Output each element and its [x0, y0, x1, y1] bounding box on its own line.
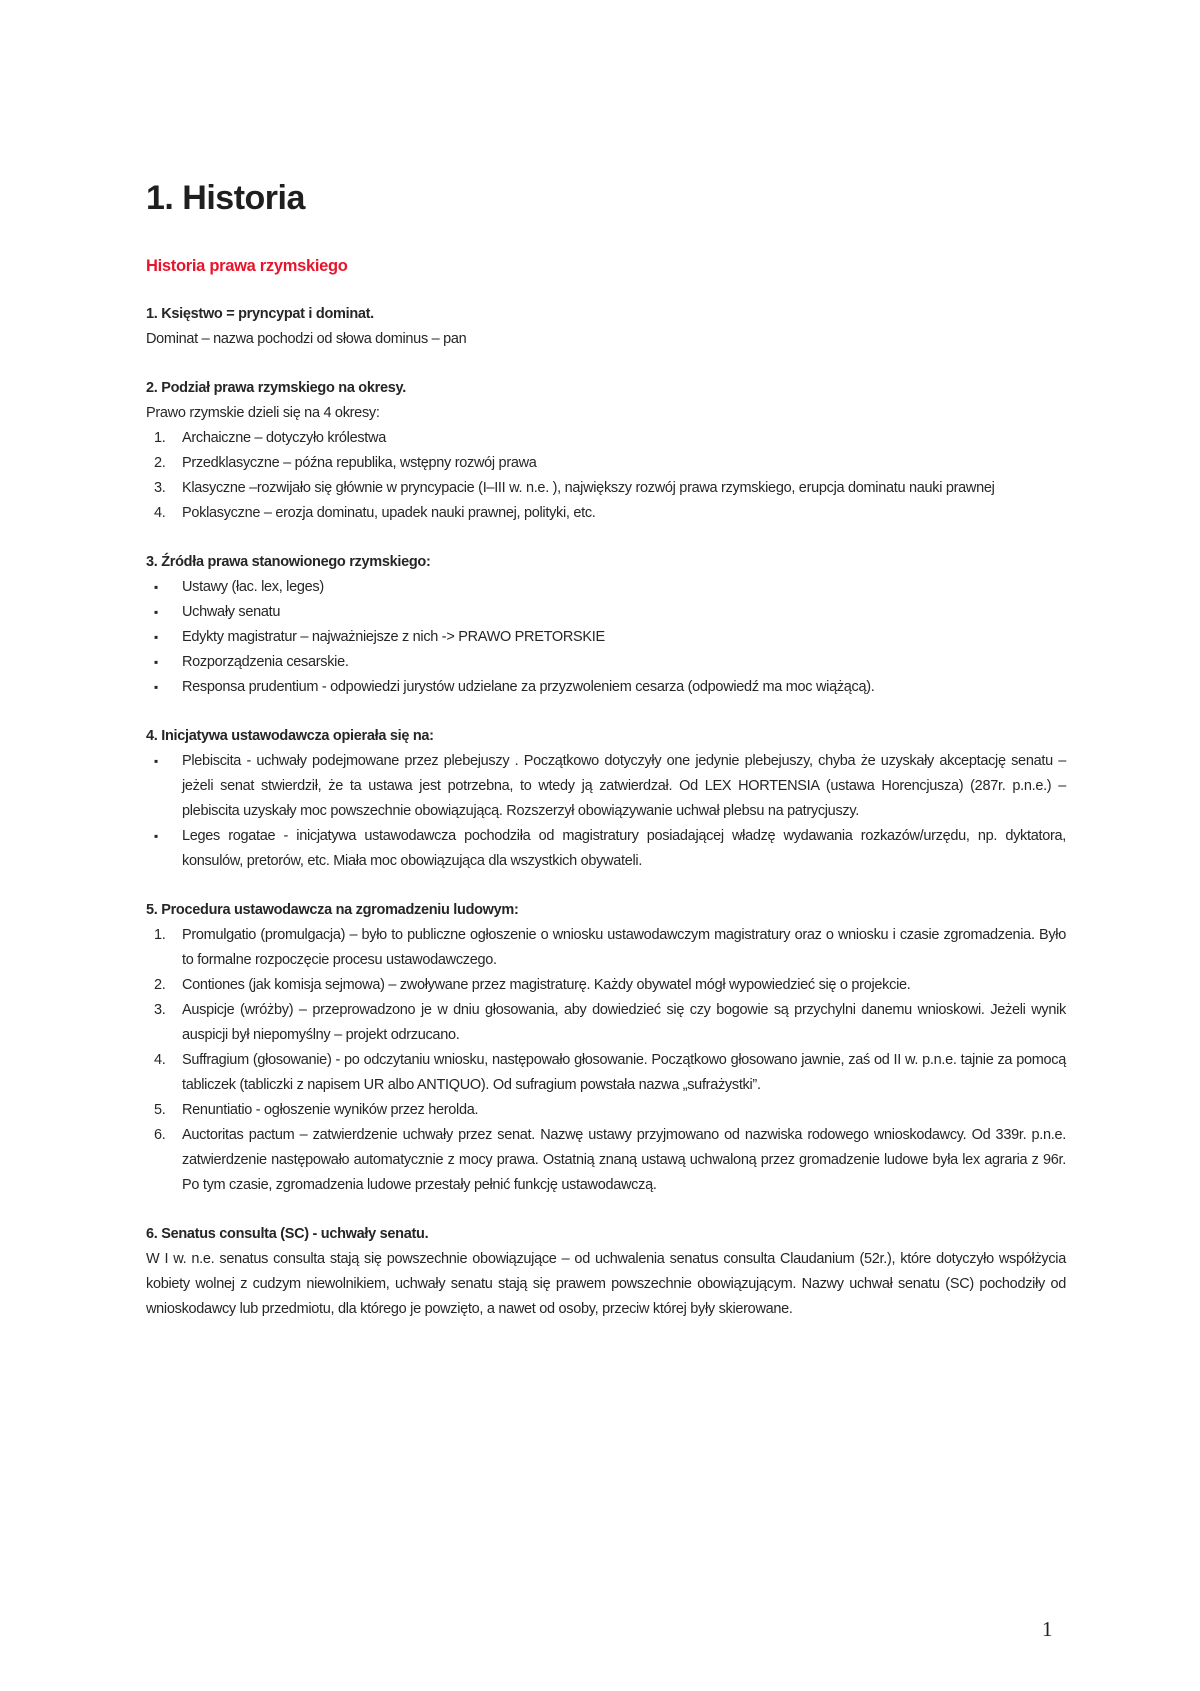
list-item-text: Uchwały senatu — [182, 604, 281, 620]
list-number: 3. — [154, 480, 166, 496]
list-item — [146, 575, 1066, 600]
list-item — [146, 451, 1066, 476]
list-item-text: Auspicje (wróżby) – przeprowadzono je w dniu głosowania, aby dowiedzieć się czy bogowie są przychylni danemu wnioskowi. Jeżeli wynik auspicji był niepomyślny – projekt odrzucano. — [182, 1002, 1066, 1043]
section-2 — [146, 376, 1066, 526]
list-item — [146, 1098, 1066, 1123]
section-6 — [146, 1222, 1066, 1322]
section-heading: 1. Księstwo = pryncypat i dominat. — [146, 306, 374, 322]
bullet-icon: ▪ — [154, 754, 158, 768]
list-item — [146, 998, 1066, 1048]
list-item-text: Przedklasyczne – późna republika, wstępny rozwój prawa — [182, 455, 537, 471]
list-item-text: Klasyczne –rozwijało się głównie w pryncypacie (I–III w. n.e. ), największy rozwój prawa rzymskiego, erupcja dominatu nauki prawnej — [182, 480, 995, 496]
list-item — [146, 1123, 1066, 1198]
section-text: Dominat – nazwa pochodzi od słowa dominus – pan — [146, 331, 467, 347]
list-number: 1. — [154, 430, 166, 446]
list-item — [146, 824, 1066, 874]
list-item — [146, 973, 1066, 998]
list-number: 2. — [154, 455, 166, 471]
list-item-text: Promulgatio (promulgacja) – było to publiczne ogłoszenie o wniosku ustawodawczym magistratury oraz o wniosku i czasie zgromadzenia. Było to formalne rozpoczęcie procesu ustawodawczego. — [182, 927, 1066, 968]
list-item — [146, 476, 1066, 501]
document-content — [146, 172, 1066, 1322]
bullet-icon: ▪ — [154, 655, 158, 669]
section-heading: 2. Podział prawa rzymskiego na okresy. — [146, 380, 406, 396]
list-number: 3. — [154, 1002, 166, 1018]
list-item — [146, 1048, 1066, 1098]
list-item — [146, 600, 1066, 625]
list-item-text: Leges rogatae - inicjatywa ustawodawcza pochodziła od magistratury posiadającej władzę wydawania rozkazów/urzędu, np. dyktatora, konsulów, pretorów, etc. Miała moc obowiązująca dla wszystkich obywateli. — [182, 828, 1066, 869]
list-item-text: Renuntiatio - ogłoszenie wyników przez herolda. — [182, 1102, 479, 1118]
list-number: 4. — [154, 505, 166, 521]
list-item — [146, 923, 1066, 973]
list-item-text: Poklasyczne – erozja dominatu, upadek nauki prawnej, polityki, etc. — [182, 505, 596, 521]
bullet-icon: ▪ — [154, 630, 158, 644]
list-item-text: Archaiczne – dotyczyło królestwa — [182, 430, 386, 446]
numbered-list — [146, 923, 1066, 1198]
section-heading: 3. Źródła prawa stanowionego rzymskiego: — [146, 554, 431, 570]
section-3 — [146, 550, 1066, 700]
list-item-text: Contiones (jak komisja sejmowa) – zwoływane przez magistraturę. Każdy obywatel mógł wypowiedzieć się o projekcie. — [182, 977, 911, 993]
list-number: 1. — [154, 927, 166, 943]
list-item-text: Auctoritas pactum – zatwierdzenie uchwały przez senat. Nazwę ustawy przyjmowano od nazwiska rodowego wnioskodawcy. Od 339r. p.n.e. zatwierdzenie następowało automatycznie z mocy prawa. Ostatnią znaną ustawą uchwaloną przez gromadzenie ludowe była lex agraria z 96r. Po tym czasie, zgromadzenia ludowe przestały pełnić funkcję ustawodawczą. — [182, 1127, 1066, 1193]
bullet-icon: ▪ — [154, 680, 158, 694]
section-text: Prawo rzymskie dzieli się na 4 okresy: — [146, 405, 380, 421]
section-4 — [146, 724, 1066, 874]
section-text: W I w. n.e. senatus consulta stają się powszechnie obowiązujące – od uchwalenia senatus consulta Claudanium (52r.), które dotyczyło współżycia kobiety wolnej z cudzym niewolnikiem, uchwały senatu stają się prawem powszechnie obowiązującym. Nazwy uchwał senatu (SC) pochodziły od wnioskodawcy lub przedmiotu, dla którego je powzięto, a nawet od osoby, przeciw której były skierowane. — [146, 1251, 1066, 1317]
list-item — [146, 749, 1066, 824]
bullet-list — [146, 575, 1066, 700]
section-1 — [146, 302, 1066, 352]
list-number: 4. — [154, 1052, 166, 1068]
list-item-text: Ustawy (łac. lex, leges) — [182, 579, 324, 595]
page-number: 1 — [1042, 1617, 1053, 1641]
list-item — [146, 501, 1066, 526]
section-heading: 5. Procedura ustawodawcza na zgromadzeniu ludowym: — [146, 902, 519, 918]
list-item-text: Suffragium (głosowanie) - po odczytaniu wniosku, następowało głosowanie. Początkowo głosowano jawnie, zaś od II w. p.n.e. tajnie za pomocą tabliczek (tabliczki z napisem UR albo ANTIQUO). Od sufragium powstała nazwa „sufrażystki”. — [182, 1052, 1066, 1093]
list-number: 5. — [154, 1102, 166, 1118]
list-item-text: Responsa prudentium - odpowiedzi jurystów udzielane za przyzwoleniem cesarza (odpowiedź ma moc wiążącą). — [182, 679, 875, 695]
bullet-icon: ▪ — [154, 580, 158, 594]
list-item — [146, 426, 1066, 451]
list-item-text: Edykty magistratur – najważniejsze z nich -> PRAWO PRETORSKIE — [182, 629, 605, 645]
list-item — [146, 650, 1066, 675]
bullet-icon: ▪ — [154, 605, 158, 619]
list-item-text: Plebiscita - uchwały podejmowane przez plebejuszy . Początkowo dotyczyły one jedynie plebejuszy, chyba że uzyskały akceptację senatu –jeżeli senat stwierdził, że ta ustawa jest potrzebna, to wtedy ją zatwierdzał. Od LEX HORTENSIA (ustawa Horencjusza) (287r. p.n.e.) – plebiscita uzyskały moc powszechnie obowiązującą. Rozszerzył obowiązywanie uchwał plebsu na patrycjuszy. — [182, 753, 1066, 819]
list-number: 6. — [154, 1127, 166, 1143]
page-title: 1. Historia — [146, 179, 305, 217]
numbered-list — [146, 426, 1066, 526]
list-item — [146, 675, 1066, 700]
list-number: 2. — [154, 977, 166, 993]
list-item-text: Rozporządzenia cesarskie. — [182, 654, 349, 670]
section-heading: 6. Senatus consulta (SC) - uchwały senatu. — [146, 1226, 429, 1242]
section-heading: 4. Inicjatywa ustawodawcza opierała się na: — [146, 728, 434, 744]
list-item — [146, 625, 1066, 650]
bullet-list — [146, 749, 1066, 874]
bullet-icon: ▪ — [154, 829, 158, 843]
section-5 — [146, 898, 1066, 1198]
section-subtitle: Historia prawa rzymskiego — [146, 257, 348, 275]
